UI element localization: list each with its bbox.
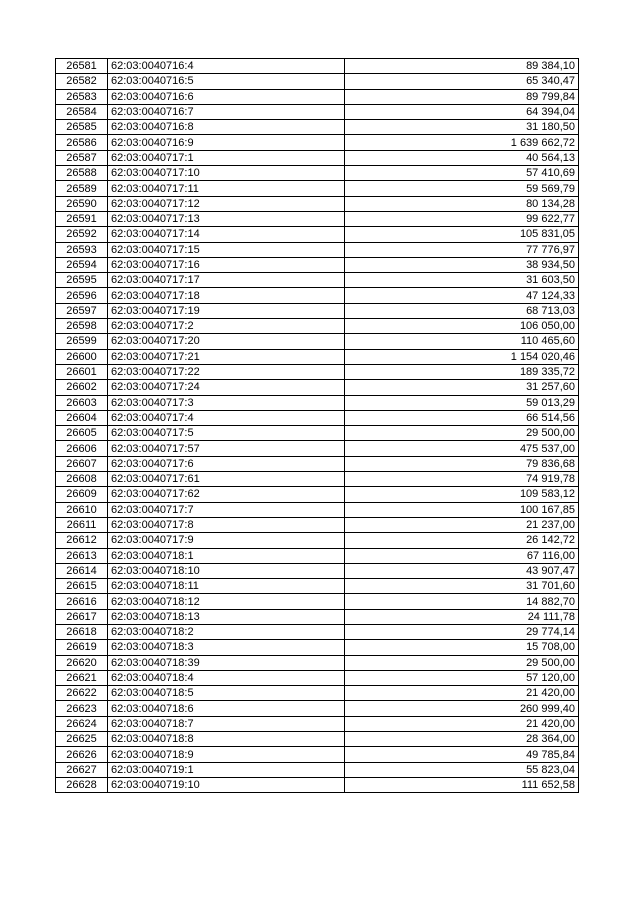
table-row xyxy=(56,487,579,502)
table-row xyxy=(56,548,579,563)
cadastral-value-cell: 28 364,00 xyxy=(345,732,579,747)
cadastral-value-cell: 99 622,77 xyxy=(345,211,579,226)
cadastral-value-cell: 24 111,78 xyxy=(345,609,579,624)
table-row xyxy=(56,747,579,762)
table-row xyxy=(56,74,579,89)
cadastral-value-cell: 109 583,12 xyxy=(345,487,579,502)
cadastral-number-cell: 62:03:0040717:1 xyxy=(108,150,345,165)
row-number-cell: 26588 xyxy=(56,166,108,181)
table-row xyxy=(56,426,579,441)
cadastral-value-cell: 29 500,00 xyxy=(345,655,579,670)
cadastral-value-cell: 31 701,60 xyxy=(345,579,579,594)
cadastral-number-cell: 62:03:0040717:5 xyxy=(108,426,345,441)
row-number-cell: 26593 xyxy=(56,242,108,257)
cadastral-value-cell: 49 785,84 xyxy=(345,747,579,762)
cadastral-number-cell: 62:03:0040717:16 xyxy=(108,257,345,272)
table-row xyxy=(56,732,579,747)
row-number-cell: 26589 xyxy=(56,181,108,196)
table-row xyxy=(56,594,579,609)
table-row xyxy=(56,288,579,303)
cadastral-number-cell: 62:03:0040718:10 xyxy=(108,563,345,578)
cadastral-value-table xyxy=(55,58,579,793)
table-row xyxy=(56,364,579,379)
cadastral-value-cell: 14 882,70 xyxy=(345,594,579,609)
cadastral-value-cell: 21 420,00 xyxy=(345,716,579,731)
row-number-cell: 26607 xyxy=(56,456,108,471)
cadastral-number-cell: 62:03:0040717:18 xyxy=(108,288,345,303)
cadastral-number-cell: 62:03:0040719:10 xyxy=(108,777,345,792)
cadastral-number-cell: 62:03:0040717:7 xyxy=(108,502,345,517)
cadastral-number-cell: 62:03:0040718:11 xyxy=(108,579,345,594)
table-row xyxy=(56,609,579,624)
row-number-cell: 26608 xyxy=(56,472,108,487)
table-row xyxy=(56,120,579,135)
cadastral-value-cell: 40 564,13 xyxy=(345,150,579,165)
row-number-cell: 26582 xyxy=(56,74,108,89)
table-row xyxy=(56,579,579,594)
row-number-cell: 26600 xyxy=(56,349,108,364)
table-row xyxy=(56,150,579,165)
cadastral-value-cell: 21 237,00 xyxy=(345,517,579,532)
table-row xyxy=(56,716,579,731)
cadastral-number-cell: 62:03:0040716:5 xyxy=(108,74,345,89)
row-number-cell: 26583 xyxy=(56,89,108,104)
cadastral-number-cell: 62:03:0040717:12 xyxy=(108,196,345,211)
row-number-cell: 26602 xyxy=(56,380,108,395)
cadastral-value-cell: 43 907,47 xyxy=(345,563,579,578)
table-row xyxy=(56,686,579,701)
cadastral-number-cell: 62:03:0040717:19 xyxy=(108,303,345,318)
row-number-cell: 26624 xyxy=(56,716,108,731)
table-row xyxy=(56,89,579,104)
cadastral-value-cell: 77 776,97 xyxy=(345,242,579,257)
row-number-cell: 26622 xyxy=(56,686,108,701)
table-row xyxy=(56,395,579,410)
table-row xyxy=(56,456,579,471)
row-number-cell: 26585 xyxy=(56,120,108,135)
cadastral-number-cell: 62:03:0040717:14 xyxy=(108,227,345,242)
cadastral-value-cell: 64 394,04 xyxy=(345,104,579,119)
cadastral-number-cell: 62:03:0040716:9 xyxy=(108,135,345,150)
cadastral-number-cell: 62:03:0040717:24 xyxy=(108,380,345,395)
cadastral-value-cell: 26 142,72 xyxy=(345,533,579,548)
table-row xyxy=(56,517,579,532)
row-number-cell: 26609 xyxy=(56,487,108,502)
table-row xyxy=(56,227,579,242)
row-number-cell: 26610 xyxy=(56,502,108,517)
cadastral-number-cell: 62:03:0040717:4 xyxy=(108,410,345,425)
table-body xyxy=(56,59,579,793)
row-number-cell: 26613 xyxy=(56,548,108,563)
cadastral-number-cell: 62:03:0040716:6 xyxy=(108,89,345,104)
table-row xyxy=(56,273,579,288)
table-row xyxy=(56,104,579,119)
cadastral-number-cell: 62:03:0040718:8 xyxy=(108,732,345,747)
cadastral-number-cell: 62:03:0040718:3 xyxy=(108,640,345,655)
row-number-cell: 26616 xyxy=(56,594,108,609)
cadastral-number-cell: 62:03:0040717:22 xyxy=(108,364,345,379)
cadastral-value-cell: 1 154 020,46 xyxy=(345,349,579,364)
table-row xyxy=(56,59,579,74)
cadastral-number-cell: 62:03:0040718:5 xyxy=(108,686,345,701)
cadastral-value-cell: 68 713,03 xyxy=(345,303,579,318)
cadastral-value-cell: 31 180,50 xyxy=(345,120,579,135)
cadastral-number-cell: 62:03:0040716:4 xyxy=(108,59,345,74)
row-number-cell: 26615 xyxy=(56,579,108,594)
cadastral-number-cell: 62:03:0040718:2 xyxy=(108,624,345,639)
cadastral-value-cell: 31 257,60 xyxy=(345,380,579,395)
table-row xyxy=(56,533,579,548)
cadastral-value-cell: 38 934,50 xyxy=(345,257,579,272)
table-row xyxy=(56,181,579,196)
row-number-cell: 26618 xyxy=(56,624,108,639)
table-row xyxy=(56,349,579,364)
row-number-cell: 26612 xyxy=(56,533,108,548)
row-number-cell: 26597 xyxy=(56,303,108,318)
cadastral-value-cell: 29 774,14 xyxy=(345,624,579,639)
cadastral-value-cell: 475 537,00 xyxy=(345,441,579,456)
cadastral-value-cell: 100 167,85 xyxy=(345,502,579,517)
cadastral-value-cell: 66 514,56 xyxy=(345,410,579,425)
cadastral-value-cell: 74 919,78 xyxy=(345,472,579,487)
table-row xyxy=(56,655,579,670)
cadastral-number-cell: 62:03:0040717:17 xyxy=(108,273,345,288)
cadastral-value-cell: 89 799,84 xyxy=(345,89,579,104)
row-number-cell: 26626 xyxy=(56,747,108,762)
cadastral-number-cell: 62:03:0040718:4 xyxy=(108,670,345,685)
table-row xyxy=(56,563,579,578)
table-row xyxy=(56,472,579,487)
row-number-cell: 26584 xyxy=(56,104,108,119)
table-row xyxy=(56,762,579,777)
cadastral-number-cell: 62:03:0040719:1 xyxy=(108,762,345,777)
row-number-cell: 26619 xyxy=(56,640,108,655)
cadastral-value-cell: 110 465,60 xyxy=(345,334,579,349)
row-number-cell: 26596 xyxy=(56,288,108,303)
cadastral-number-cell: 62:03:0040717:13 xyxy=(108,211,345,226)
row-number-cell: 26611 xyxy=(56,517,108,532)
cadastral-number-cell: 62:03:0040717:20 xyxy=(108,334,345,349)
cadastral-number-cell: 62:03:0040717:9 xyxy=(108,533,345,548)
table-row xyxy=(56,640,579,655)
cadastral-value-cell: 57 410,69 xyxy=(345,166,579,181)
cadastral-value-cell: 55 823,04 xyxy=(345,762,579,777)
table-row xyxy=(56,166,579,181)
row-number-cell: 26598 xyxy=(56,319,108,334)
cadastral-number-cell: 62:03:0040718:12 xyxy=(108,594,345,609)
cadastral-value-cell: 111 652,58 xyxy=(345,777,579,792)
cadastral-value-cell: 59 569,79 xyxy=(345,181,579,196)
cadastral-value-cell: 47 124,33 xyxy=(345,288,579,303)
row-number-cell: 26591 xyxy=(56,211,108,226)
cadastral-value-cell: 29 500,00 xyxy=(345,426,579,441)
table-row xyxy=(56,242,579,257)
cadastral-value-cell: 106 050,00 xyxy=(345,319,579,334)
table-row xyxy=(56,334,579,349)
table-row xyxy=(56,135,579,150)
row-number-cell: 26620 xyxy=(56,655,108,670)
cadastral-value-cell: 57 120,00 xyxy=(345,670,579,685)
row-number-cell: 26617 xyxy=(56,609,108,624)
cadastral-value-cell: 189 335,72 xyxy=(345,364,579,379)
table-row xyxy=(56,624,579,639)
cadastral-number-cell: 62:03:0040718:39 xyxy=(108,655,345,670)
table-row xyxy=(56,410,579,425)
row-number-cell: 26595 xyxy=(56,273,108,288)
row-number-cell: 26581 xyxy=(56,59,108,74)
cadastral-number-cell: 62:03:0040718:9 xyxy=(108,747,345,762)
row-number-cell: 26590 xyxy=(56,196,108,211)
cadastral-number-cell: 62:03:0040717:57 xyxy=(108,441,345,456)
cadastral-number-cell: 62:03:0040717:8 xyxy=(108,517,345,532)
table-row xyxy=(56,303,579,318)
cadastral-value-cell: 31 603,50 xyxy=(345,273,579,288)
row-number-cell: 26599 xyxy=(56,334,108,349)
cadastral-number-cell: 62:03:0040717:6 xyxy=(108,456,345,471)
row-number-cell: 26625 xyxy=(56,732,108,747)
table-row xyxy=(56,380,579,395)
cadastral-number-cell: 62:03:0040718:13 xyxy=(108,609,345,624)
cadastral-number-cell: 62:03:0040717:61 xyxy=(108,472,345,487)
row-number-cell: 26603 xyxy=(56,395,108,410)
cadastral-value-cell: 67 116,00 xyxy=(345,548,579,563)
cadastral-number-cell: 62:03:0040717:62 xyxy=(108,487,345,502)
cadastral-value-cell: 65 340,47 xyxy=(345,74,579,89)
cadastral-value-cell: 21 420,00 xyxy=(345,686,579,701)
table-row xyxy=(56,441,579,456)
cadastral-number-cell: 62:03:0040717:2 xyxy=(108,319,345,334)
table-row xyxy=(56,257,579,272)
cadastral-number-cell: 62:03:0040717:10 xyxy=(108,166,345,181)
cadastral-value-cell: 260 999,40 xyxy=(345,701,579,716)
table-row xyxy=(56,319,579,334)
row-number-cell: 26606 xyxy=(56,441,108,456)
table-row xyxy=(56,211,579,226)
cadastral-number-cell: 62:03:0040717:3 xyxy=(108,395,345,410)
cadastral-value-cell: 79 836,68 xyxy=(345,456,579,471)
row-number-cell: 26623 xyxy=(56,701,108,716)
row-number-cell: 26592 xyxy=(56,227,108,242)
cadastral-value-cell: 105 831,05 xyxy=(345,227,579,242)
row-number-cell: 26605 xyxy=(56,426,108,441)
row-number-cell: 26594 xyxy=(56,257,108,272)
row-number-cell: 26621 xyxy=(56,670,108,685)
row-number-cell: 26586 xyxy=(56,135,108,150)
row-number-cell: 26627 xyxy=(56,762,108,777)
cadastral-number-cell: 62:03:0040718:6 xyxy=(108,701,345,716)
cadastral-number-cell: 62:03:0040716:8 xyxy=(108,120,345,135)
cadastral-number-cell: 62:03:0040717:15 xyxy=(108,242,345,257)
table-row xyxy=(56,701,579,716)
cadastral-number-cell: 62:03:0040718:7 xyxy=(108,716,345,731)
table-row xyxy=(56,777,579,792)
row-number-cell: 26604 xyxy=(56,410,108,425)
cadastral-value-cell: 80 134,28 xyxy=(345,196,579,211)
cadastral-number-cell: 62:03:0040716:7 xyxy=(108,104,345,119)
cadastral-number-cell: 62:03:0040718:1 xyxy=(108,548,345,563)
row-number-cell: 26614 xyxy=(56,563,108,578)
row-number-cell: 26628 xyxy=(56,777,108,792)
cadastral-number-cell: 62:03:0040717:21 xyxy=(108,349,345,364)
row-number-cell: 26587 xyxy=(56,150,108,165)
table-row xyxy=(56,502,579,517)
row-number-cell: 26601 xyxy=(56,364,108,379)
cadastral-value-cell: 15 708,00 xyxy=(345,640,579,655)
cadastral-value-cell: 89 384,10 xyxy=(345,59,579,74)
table-row xyxy=(56,196,579,211)
cadastral-value-cell: 1 639 662,72 xyxy=(345,135,579,150)
cadastral-number-cell: 62:03:0040717:11 xyxy=(108,181,345,196)
cadastral-value-cell: 59 013,29 xyxy=(345,395,579,410)
table-row xyxy=(56,670,579,685)
